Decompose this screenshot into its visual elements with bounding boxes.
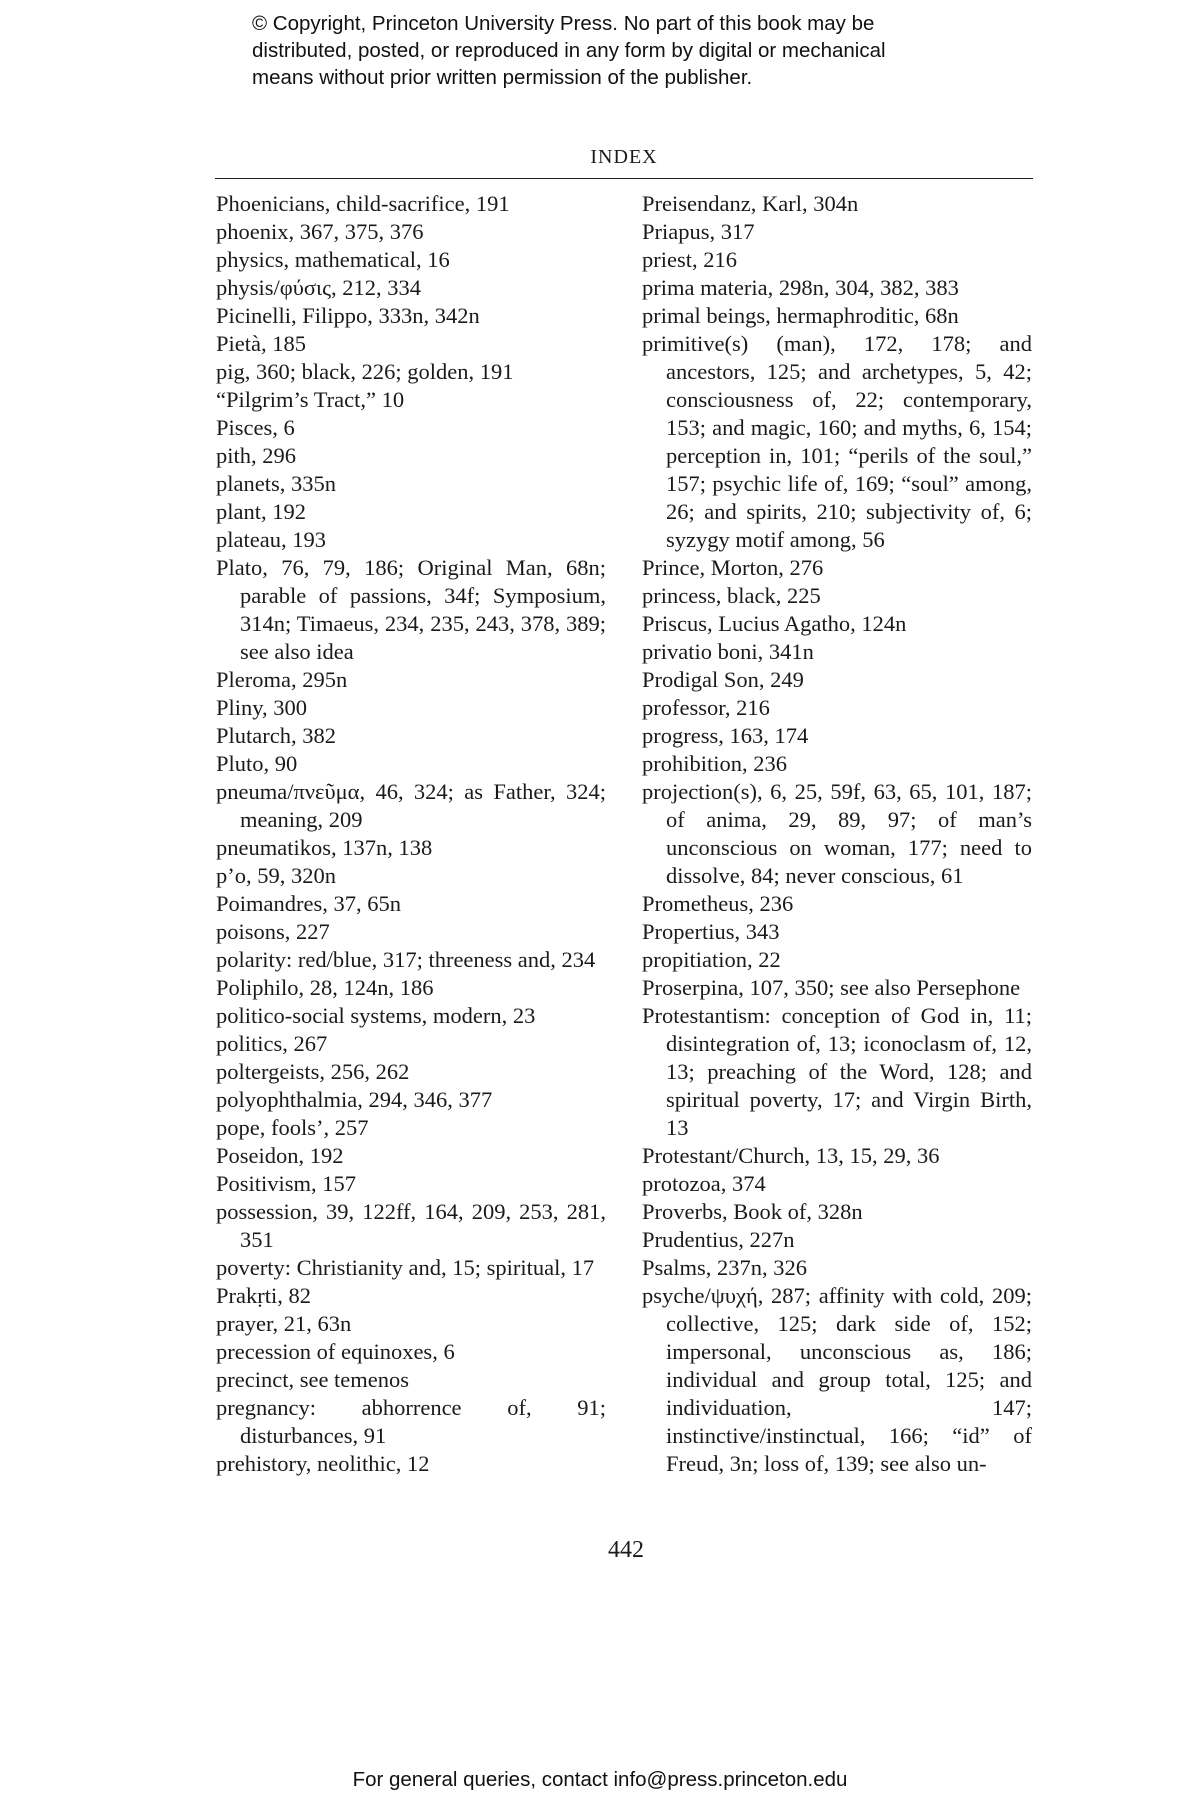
index-entry: prehistory, neolithic, 12 [216, 1451, 430, 1476]
index-entry: plateau, 193 [216, 527, 326, 552]
index-entry: Proverbs, Book of, 328n [642, 1199, 863, 1224]
index-entry: psyche/ψυχή, 287; affinity with cold, 209; collective, 125; dark side of, 152; impersonal, unconscious as, 186; individual and group total, 125; and individuation, 147; instinctive/instinctual, 166; “id” of Freud, 3n; loss of, 139; see also un- [642, 1283, 1032, 1476]
index-entry: Phoenicians, child-sacrifice, 191 [216, 191, 510, 216]
index-entry: pith, 296 [216, 443, 297, 468]
index-entry: Protestantism: conception of God in, 11; disintegration of, 13; iconoclasm of, 12, 13; preaching of the Word, 128; and spiritual poverty, 17; and Virgin Birth, 13 [642, 1003, 1032, 1140]
index-entry: prayer, 21, 63n [216, 1311, 352, 1336]
index-entry: Pleroma, 295n [216, 667, 348, 692]
index-entry: Plutarch, 382 [216, 723, 336, 748]
index-entry: Protestant/Church, 13, 15, 29, 36 [642, 1143, 940, 1168]
index-entry: Poseidon, 192 [216, 1143, 344, 1168]
index-entry: pneuma/πνεῦμα, 46, 324; as Father, 324; meaning, 209 [216, 779, 606, 832]
index-entry: Pisces, 6 [216, 415, 295, 440]
index-entry: Prodigal Son, 249 [642, 667, 804, 692]
index-entry: polyophthalmia, 294, 346, 377 [216, 1087, 493, 1112]
index-entry: progress, 163, 174 [642, 723, 809, 748]
copyright-line: © Copyright, Princeton University Press. No part of this book may be [252, 12, 875, 35]
index-entry: Preisendanz, Karl, 304n [642, 191, 859, 216]
index-entry: prima materia, 298n, 304, 382, 383 [642, 275, 959, 300]
index-entry: physics, mathematical, 16 [216, 247, 450, 272]
index-entry: pope, fools’, 257 [216, 1115, 369, 1140]
index-entry: Priscus, Lucius Agatho, 124n [642, 611, 907, 636]
index-entry: pneumatikos, 137n, 138 [216, 835, 433, 860]
index-column-right [642, 190, 1032, 1478]
index-entry: Plato, 76, 79, 186; Original Man, 68n; parable of passions, 34f; Symposium, 314n; Timaeus, 234, 235, 243, 378, 389; see also idea [216, 555, 606, 664]
index-entry: Pietà, 185 [216, 331, 306, 356]
index-entry: physis/φύσις, 212, 334 [216, 275, 421, 300]
index-entry: Pliny, 300 [216, 695, 308, 720]
index-entry: primal beings, hermaphroditic, 68n [642, 303, 959, 328]
index-column-left [216, 190, 606, 1478]
index-entry: Poliphilo, 28, 124n, 186 [216, 975, 434, 1000]
index-entry: pig, 360; black, 226; golden, 191 [216, 359, 514, 384]
page-header: INDEX [590, 146, 658, 168]
index-entry: p’o, 59, 320n [216, 863, 336, 888]
index-entry: precession of equinoxes, 6 [216, 1339, 455, 1364]
index-entry: Prometheus, 236 [642, 891, 794, 916]
index-entry: priest, 216 [642, 247, 737, 272]
page-number: 442 [608, 1537, 644, 1563]
index-entry: plant, 192 [216, 499, 306, 524]
index-entry: poltergeists, 256, 262 [216, 1059, 410, 1084]
copyright-line: means without prior written permission of the publisher. [252, 66, 753, 89]
index-entry: propitiation, 22 [642, 947, 781, 972]
index-entry: primitive(s) (man), 172, 178; and ancestors, 125; and archetypes, 5, 42; consciousness of, 22; contemporary, 153; and magic, 160; and myths, 6, 154; perception in, 101; “perils of the soul,” 157; psychic life of, 169; “soul” among, 26; and spirits, 210; subjectivity of, 6; syzygy motif among, 56 [642, 331, 1032, 552]
index-entry: poisons, 227 [216, 919, 330, 944]
index-entry: Prudentius, 227n [642, 1227, 795, 1252]
index-entry: protozoa, 374 [642, 1171, 766, 1196]
header-rule [215, 178, 1033, 179]
index-entry: pregnancy: abhorrence of, 91; disturbances, 91 [216, 1395, 606, 1448]
index-entry: possession, 39, 122ff, 164, 209, 253, 281, 351 [216, 1199, 606, 1252]
copyright-notice [252, 10, 1052, 91]
index-entry: “Pilgrim’s Tract,” 10 [216, 387, 405, 412]
index-entry: professor, 216 [642, 695, 770, 720]
index-entry: Prince, Morton, 276 [642, 555, 824, 580]
footer-contact: For general queries, contact info@press.princeton.edu [352, 1768, 848, 1791]
index-entry: politics, 267 [216, 1031, 328, 1056]
index-entry: poverty: Christianity and, 15; spiritual, 17 [216, 1255, 595, 1280]
index-entry: Poimandres, 37, 65n [216, 891, 401, 916]
index-entry: Picinelli, Filippo, 333n, 342n [216, 303, 480, 328]
index-entry: Psalms, 237n, 326 [642, 1255, 808, 1280]
index-entry: phoenix, 367, 375, 376 [216, 219, 424, 244]
index-entry: Propertius, 343 [642, 919, 780, 944]
index-entry: privatio boni, 341n [642, 639, 814, 664]
index-entry: Prakṛti, 82 [216, 1283, 311, 1308]
index-entry: princess, black, 225 [642, 583, 821, 608]
index-entry: planets, 335n [216, 471, 336, 496]
index-entry: polarity: red/blue, 317; threeness and, 234 [216, 947, 596, 972]
index-entry: prohibition, 236 [642, 751, 787, 776]
copyright-line: distributed, posted, or reproduced in any form by digital or mechanical [252, 39, 886, 62]
index-entry: Pluto, 90 [216, 751, 298, 776]
index-entry: politico-social systems, modern, 23 [216, 1003, 536, 1028]
index-entry: precinct, see temenos [216, 1367, 410, 1392]
index-entry: Positivism, 157 [216, 1171, 357, 1196]
index-entry: Priapus, 317 [642, 219, 755, 244]
index-entry: projection(s), 6, 25, 59f, 63, 65, 101, 187; of anima, 29, 89, 97; of man’s unconscious on woman, 177; need to dissolve, 84; never conscious, 61 [642, 779, 1032, 888]
index-entry: Proserpina, 107, 350; see also Persephone [642, 975, 1021, 1000]
